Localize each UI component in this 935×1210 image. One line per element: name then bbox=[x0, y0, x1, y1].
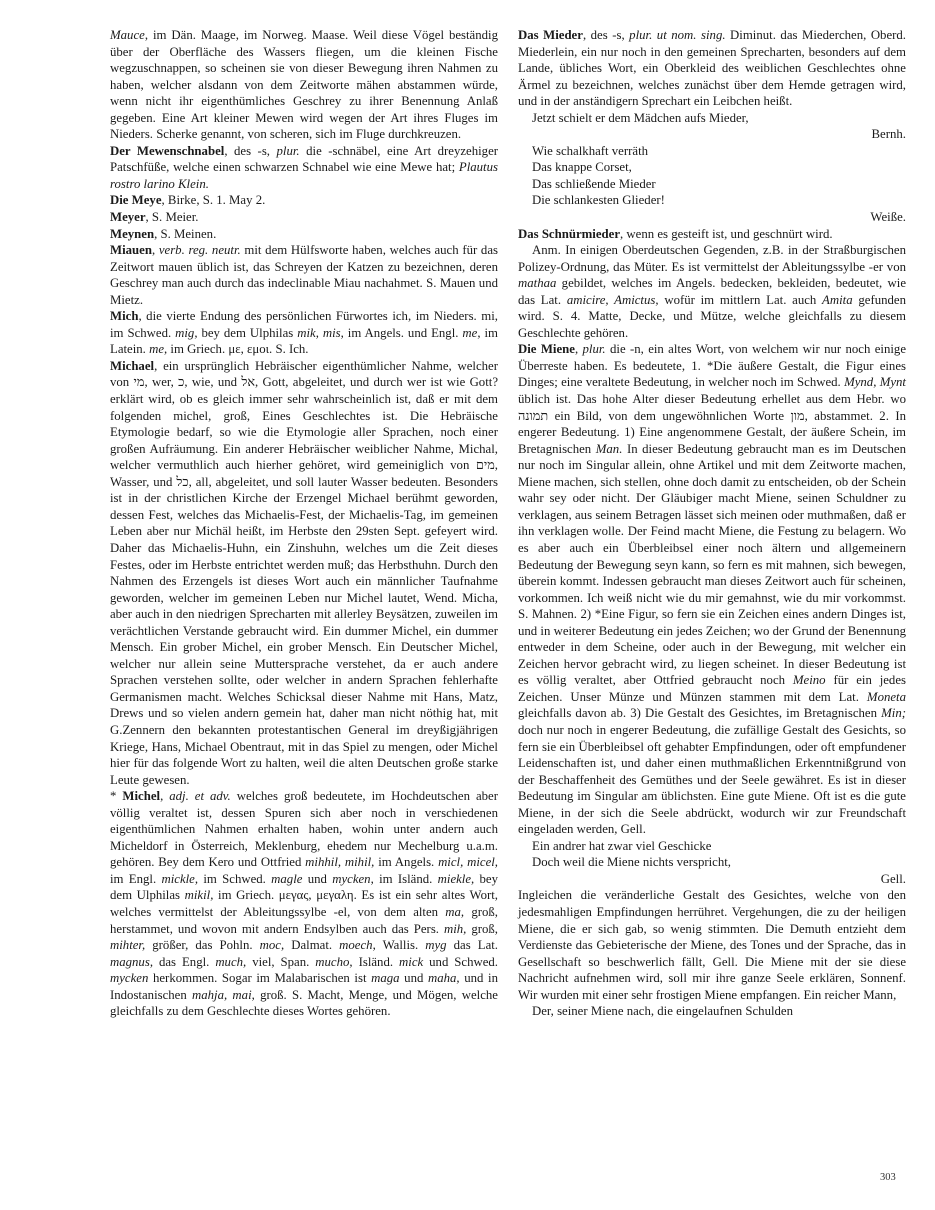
italic-term: mycken bbox=[110, 971, 149, 986]
dictionary-entry bbox=[110, 209, 498, 226]
verse-line: Ein andrer hat zwar viel Geschicke bbox=[532, 838, 712, 853]
entry-headword: Michel bbox=[122, 789, 161, 804]
dictionary-entry bbox=[110, 242, 498, 308]
verse-line: Die schlankesten Glieder! bbox=[532, 193, 665, 208]
text-run: groß, herstammet, und wovon mit andern Endsylben auch das Pers. bbox=[110, 904, 498, 936]
text-run: , S. Meier. bbox=[145, 210, 199, 225]
text-run: das Engl. bbox=[153, 954, 216, 969]
italic-term: mig, bbox=[175, 325, 198, 340]
text-run: im Engl. bbox=[110, 871, 162, 886]
dictionary-entry bbox=[110, 226, 498, 243]
italic-term: Plautus rostro larino Klein. bbox=[110, 160, 498, 191]
italic-term: magnus, bbox=[110, 954, 154, 969]
italic-term: miekle, bbox=[437, 871, 475, 886]
text-run: Isländ. bbox=[352, 954, 400, 969]
italic-term: Min; bbox=[881, 706, 906, 721]
text-run: In dieser Bedeutung gebraucht man es im Deutschen nur noch im Singular allein, ohne Artikel und mit dem Zeitworte machen, Miene machen, sich stellen, ohne doch damit zu entscheiden, ob der Schein wahr sey oder nicht. Der Gläubiger macht Miene, seinen Schuldner zu verklagen, aus seinem Betragen lässet sich meinen oder muthmaßen, daß er ihn verklagen wolle. Der Feind macht Miene, die Festung zu belagern. Wo es aber auch ein Überbleibsel einer noch ältern und allgemeinern Bedeutung der Bewegung seyn kann, so fern es mit mahnen, sich bewegen, überein kommt. Indessen gebraucht man dieses Zeitwort auch für scheinen, vorkommen. Ich weiß nicht wie du mir gemahnst, wie du mir vorkommst. S. Mahnen. 2) *Eine Figur, so fern sie ein Zeichen eines andern Dinges ist, und in weiterer Bedeutung ein jedes Zeichen; wo der Grund der Benennung entweder in dem Scheine, oder auch in der Bewegung, mit welcher ein Zeichen hervor gebracht wird, zu liegen scheinet. In dieser Bedeutung ist es völlig veraltet, aber Ottfried gebraucht noch bbox=[518, 441, 907, 688]
text-run: * bbox=[110, 789, 123, 804]
italic-term: mihhil, mihil, bbox=[305, 855, 375, 870]
quote-source: Bernh. bbox=[871, 127, 906, 142]
italic-term: much, bbox=[215, 954, 247, 969]
text-run: Anm. In einigen Oberdeutschen Gegenden, z.B. in der Straßburgischen Polizey-Ordnung, das Müter. Es ist vermittelst der Ableitungssylbe -er von bbox=[518, 243, 906, 274]
text-run: im Angels. bbox=[374, 855, 439, 870]
text-run: bey dem Ulphilas bbox=[110, 871, 498, 903]
italic-term: Moneta bbox=[866, 689, 906, 704]
italic-term: plur. bbox=[276, 143, 300, 158]
dictionary-entry bbox=[518, 887, 906, 1003]
italic-term: mihter, bbox=[110, 938, 146, 953]
italic-term: amicire, Amictus, bbox=[566, 292, 659, 307]
text-run: , wenn es gesteift ist, und geschnürt wird. bbox=[620, 226, 833, 241]
quote-source: Weiße. bbox=[870, 210, 906, 225]
verse-line: Das schließende Mieder bbox=[532, 176, 656, 191]
italic-term: Mauce bbox=[110, 28, 145, 42]
italic-term: ma, bbox=[445, 904, 465, 919]
text-run: die -n, ein altes Wort, von welchem wir nur noch einige Überreste haben. Es bedeutete, 1. *Die äußere Gestalt, die Figur eines Dinges; eine veraltete Bedeutung, in welcher noch im Schwed. bbox=[518, 342, 906, 390]
text-run: und bbox=[399, 971, 428, 986]
italic-term: mick bbox=[399, 954, 424, 969]
text-run: , S. Meinen. bbox=[154, 226, 217, 241]
italic-term: plur. bbox=[582, 342, 606, 357]
left-column bbox=[110, 27, 498, 1020]
text-run: und bbox=[302, 871, 333, 886]
text-run: , bbox=[574, 342, 583, 357]
entry-headword: Miauen bbox=[110, 243, 152, 258]
text-run: bey dem Ulphilas bbox=[197, 325, 298, 340]
entry-headword: Mich bbox=[110, 309, 139, 324]
text-run: Diminut. das Miederchen, Oberd. Miederlein, ein nur noch in den gemeinen Sprecharten, besonders auf dem Lande, übliches Wort, ein Oberkleid des weiblichen Geschlechtes ohne Ärmel zu bezeichnen, welches zunächst über dem Hemde getragen wird, und in der anständigern Sprechart ein Leibchen heißt. bbox=[518, 28, 906, 109]
text-run: gefunden wird. S. 4. Matte, Decke, und Mütze, welche gleichfalls zu diesem Geschlechte gehören. bbox=[518, 292, 906, 340]
text-run: gleichfalls davon ab. 3) Die Gestalt des Gesichtes, im Bretagnischen bbox=[518, 706, 882, 721]
text-run: im Schwed. bbox=[198, 871, 272, 886]
annotation-paragraph bbox=[518, 242, 906, 341]
italic-term: Mynd, Mynt bbox=[844, 375, 906, 390]
italic-term: plur. ut nom. sing. bbox=[629, 28, 726, 42]
text-run: üblich ist. Das hohe Alter dieser Bedeutung erhellet aus dem Hebr. wo תמונה ein Bild, von dem ungewöhnlichen Worte מון, abstammet. 2. In engerer Bedeutung. 1) Eine angenommene Gestalt, der äußere Schein, im Bretagnischen bbox=[518, 392, 906, 456]
text-run: , bbox=[160, 789, 170, 804]
text-run: mit dem Hülfsworte haben, welches auch für das Zeitwort mauen üblich ist, das Schreyen der Katzen zu bezeichnen, deren Geschrey man auch durch das indeclinable Miau nachahmet. S. Mauen und Mietz. bbox=[110, 243, 498, 307]
text-run: , im Dän. Maage, im Norweg. Maase. Weil diese Vögel beständig über der Oberfläche des Wassers fliegen, um die kleinen Fische wegzuschnappen, so scheinen sie von dieser Bewegung ihren Nahmen zu haben, welcher alsdann von dem Zeitworte mähen abstammen würde, wenn nicht ihr eigenthümliches Geschrey zu ihrer Benennung Anlaß gegeben. Eine Art kleiner Mewen wird wegen der Art ihres Fluges im Nieders. Scherke genannt, von scheren, sich im Fluge durchkreuzen. bbox=[110, 28, 498, 142]
entry-headword: Michael bbox=[110, 358, 155, 373]
italic-term: mycken, bbox=[332, 871, 374, 886]
entry-headword: Meynen bbox=[110, 226, 155, 241]
italic-term: verb. reg. neutr. bbox=[158, 243, 241, 258]
entry-headword: Das Schnürmieder bbox=[518, 226, 621, 241]
text-run: größer, das Pohln. bbox=[145, 938, 260, 953]
dictionary-entry bbox=[518, 341, 906, 837]
italic-term: Meino bbox=[792, 673, 826, 688]
dictionary-entry bbox=[110, 27, 498, 143]
text-run: wofür im mittlern Lat. auch bbox=[658, 292, 823, 307]
italic-term: mickle, bbox=[161, 871, 199, 886]
italic-term: micl, micel, bbox=[438, 855, 499, 870]
verse-line: Das knappe Corset, bbox=[532, 160, 632, 175]
verse-line: Der, seiner Miene nach, die eingelaufnen Schulden bbox=[532, 1004, 794, 1019]
page-number: 303 bbox=[880, 1172, 896, 1183]
text-run: Ingleichen die veränderliche Gestalt des Gesichtes, welche von den jedesmahligen Empfindungen herrühret. Vergehungen, die zu der heiligen Miene, die er sich gab, so wenig stimmten. Die Demuth entzieht dem Verdienste das Gebieterische der Miene, des Tones und der Sprache, das in Gesellschaft so beschwerlich fällt, Gell. Die Miene mit der sie diese Nachricht aufnehmen wird, soll mir ihre ganze Seele erklären, Sonnenf. Wir wurden mit einer sehr frostigen Miene empfangen. Ein reicher Mann, bbox=[518, 888, 906, 1002]
text-run: im Isländ. bbox=[373, 871, 438, 886]
italic-term: moech, bbox=[339, 938, 376, 953]
italic-term: me, bbox=[149, 342, 168, 357]
italic-term: maha, bbox=[427, 971, 460, 986]
italic-term: myg bbox=[425, 938, 447, 953]
dictionary-entry bbox=[110, 308, 498, 358]
text-run: im Griech. μεγας, μεγαλη. Es ist ein sehr altes Wort, welches vermittelst der Ableitungssylbe -el, von dem alten bbox=[110, 888, 499, 919]
italic-term: Amita bbox=[822, 292, 853, 307]
text-run: gebildet, welches im Angels. bedecken, bekleiden, bedeutet, wie das Lat. bbox=[518, 276, 906, 307]
italic-term: mucho, bbox=[315, 954, 353, 969]
entry-headword: Der Mewenschnabel bbox=[110, 143, 225, 158]
dictionary-entry bbox=[110, 788, 498, 1020]
italic-term: moc, bbox=[259, 938, 285, 953]
dictionary-entry bbox=[110, 358, 498, 788]
entry-headword: Die Meye bbox=[110, 193, 162, 208]
italic-term: mik, mis, bbox=[297, 325, 344, 340]
text-run: , Birke, S. 1. May 2. bbox=[161, 193, 266, 208]
entry-headword: Das Mieder bbox=[518, 28, 583, 42]
quote-source: Gell. bbox=[880, 871, 906, 886]
text-run: im Griech. με, εμοι. S. Ich. bbox=[167, 342, 309, 357]
italic-term: mahja, mai, bbox=[192, 987, 255, 1002]
right-column bbox=[518, 27, 906, 1020]
text-run: für ein jedes Zeichen. Unser Münze und Münzen stammen mit dem Lat. bbox=[518, 673, 906, 704]
text-run: , des -s, bbox=[582, 28, 630, 42]
italic-term: maga bbox=[371, 971, 400, 986]
text-run: herkommen. Sogar im Malabarischen ist bbox=[148, 971, 372, 986]
text-run: im Latein. bbox=[110, 325, 498, 357]
dictionary-entry bbox=[110, 143, 498, 193]
text-run: , bbox=[151, 243, 159, 258]
italic-term: adj. et adv. bbox=[169, 789, 231, 804]
text-run: , ein ursprünglich Hebräischer eigenthümlicher Nahme, welcher von מי, wer, כ, wie, und אל, Gott, abgeleitet, und durch wer ist wie Gott? erklärt wird, ob es gleich immer sehr wahrscheinlich ist, daß er mit dem folgenden michel, groß, Eines Geschlechtes ist. Die Hebräische Etymologie bedarf, so wie die Etymologie aller Sprachen, noch einer großen Aufräumung. Ein anderer Hebräischer weiblicher Nahme, Michal, welcher vermuthlich auch hierher gehöret, wird gemeiniglich von מים, Wasser, und כל, all, abgeleitet, und soll lauter Wasser bedeuten. Besonders ist in der christlichen Kirche der Erzengel Michael berühmt geworden, dessen Fest, welches das Michaelis-Fest, der Michaelis-Tag, im gemeinen Leben aber nur Michäl heißt, im Herbste den 29sten Sept. gefeyert wird. Daher das Michaelis-Huhn, ein Zinshuhn, welches um die Zeit dieses Festes, oder im Herbste entrichtet werden muß; das Herbsthuhn. Durch den Nahmen des Erzengels ist dieses Wort auch ein männlicher Taufnahme geworden, welcher im gemeinen Leben nur Michel lautet, Wend. Micha, aber auch in den niedrigen Sprecharten mit allerley Beysätzen, zuweilen im verächtlichen Verstande gebraucht wird. Ein dummer Michel, ein dummer Mensch. Ein grober Michel, ein grober Mensch. Ein Deutscher Michel, welcher nur allein seine Muttersprache verstehet, da er auch andere Sprachen verstehen sollte, oder welcher in andern Sprachen fehlerhafte Germanismen macht. Welches Schicksal dieser Nahme mit Hans, Matz, Drews und so vielen andern gemein hat, daher man nicht nöthig hat, mit G.Zennern den bekannten protestantischen General im dreyßigjährigen Kriege, Hans, Michael Obentraut, mit in das Spiel zu mengen, oder Michel hier für das folgende Wort zu halten, weil die alten Deutschen große starke Leute gewesen. bbox=[110, 358, 499, 787]
text-run: viel, Span. bbox=[246, 954, 316, 969]
entry-headword: Meyer bbox=[110, 210, 146, 225]
dictionary-entry bbox=[518, 226, 906, 243]
verse-line: Wie schalkhaft verräth bbox=[532, 143, 649, 158]
text-run: , des -s, bbox=[224, 143, 277, 158]
italic-term: magle bbox=[271, 871, 303, 886]
verse-line: Doch weil die Miene nichts verspricht, bbox=[532, 855, 732, 870]
text-run: das Lat. bbox=[446, 938, 499, 953]
text-run: Dalmat. bbox=[284, 938, 340, 953]
text-run: welches groß bedeutete, im Hochdeutschen aber völlig veraltet ist, dessen Spuren sich aber noch in verschiedenen eigenthümlichen Nahmen erhalten haben, wohin unter andern auch Micheldorf in Österreich, Meklenburg, ehedem nur Mechelburg u.a.m. gehören. Bey dem Kero und Ottfried bbox=[110, 789, 498, 870]
text-run: die -schnäbel, eine Art dreyzehiger Patschfüße, welche einen schwarzen Schnabel wie eine Mewe hat; bbox=[110, 143, 499, 175]
verse-line: Jetzt schielt er dem Mädchen aufs Mieder, bbox=[532, 110, 749, 125]
italic-term: Man. bbox=[595, 441, 623, 456]
text-run: Wallis. bbox=[375, 938, 426, 953]
text-run: , die vierte Endung des persönlichen Fürwortes ich, im Nieders. mi, im Schwed. bbox=[110, 309, 498, 340]
italic-term: me, bbox=[462, 325, 481, 340]
italic-term: mathaa bbox=[518, 276, 557, 291]
dictionary-entry bbox=[110, 192, 498, 209]
italic-term: mikil, bbox=[184, 888, 214, 903]
text-run: und Schwed. bbox=[423, 954, 499, 969]
dictionary-entry bbox=[518, 27, 906, 110]
text-run: groß. S. Macht, Menge, und Mögen, welche gleichfalls zu dem Geschlechte dieses Wortes gehören. bbox=[110, 987, 498, 1019]
entry-headword: Die Miene bbox=[518, 342, 575, 357]
text-run: und in Indostanischen bbox=[110, 971, 498, 1002]
text-run: im Angels. und Engl. bbox=[343, 325, 463, 340]
text-run: groß, bbox=[466, 921, 498, 936]
text-run: doch nur noch in engerer Bedeutung, die zufällige Gestalt des Gesichts, so fern sie ein Überbleibsel oft gehabter Empfindungen, oder oft empfundener Leidenschaften ist, und daher einen muthmaßlichen Erkenntnißgrund von der Beschaffenheit des Gemüthes und der Seele gewähret. Es ist in dieser Bedeutung im Singular am üblichsten. Eine gute Miene. Oft ist es die gute Miene, in der sich die Seele abdrückt, wodurch wir zur Freundschaft eingeladen werden, Gell. bbox=[518, 722, 906, 837]
italic-term: mih, bbox=[443, 921, 467, 936]
